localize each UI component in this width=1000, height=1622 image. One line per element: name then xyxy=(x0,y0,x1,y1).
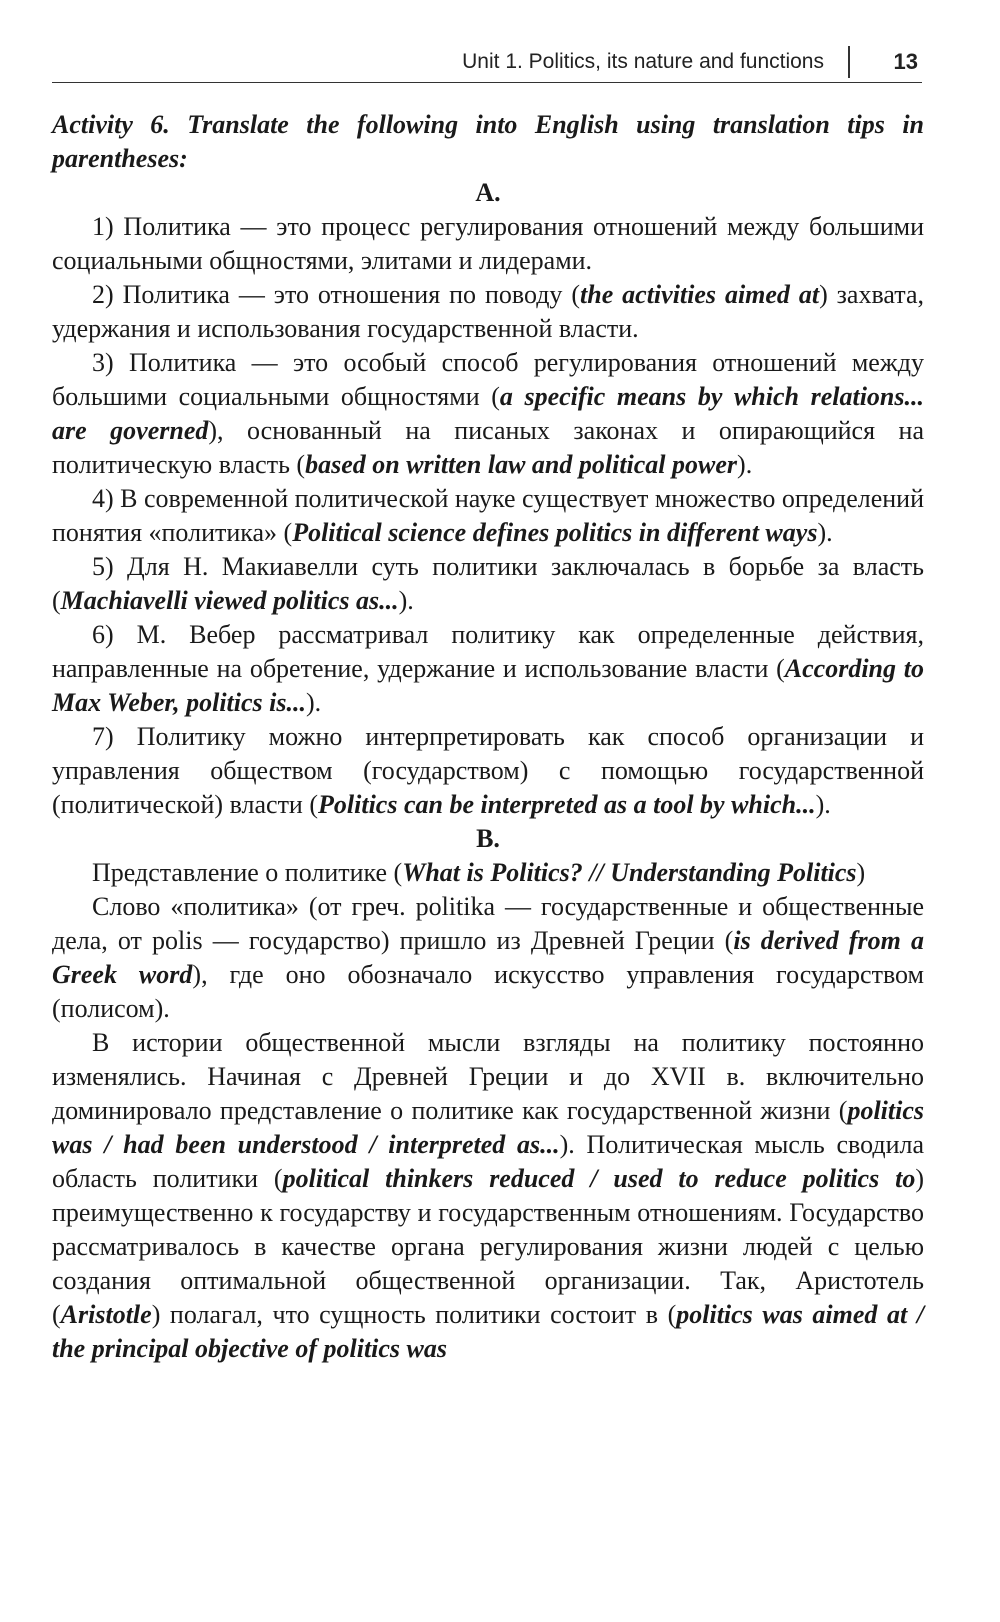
paragraph-1 xyxy=(52,890,924,1026)
item-3 xyxy=(52,346,924,482)
item-7 xyxy=(52,720,924,822)
translation-tip: What is Politics? // Understanding Politics xyxy=(402,858,857,887)
item-text: 4) В современной политической науке существует множество определений понятия «политика» ( xyxy=(52,484,924,547)
item-text: ) захвата, удержания и использования государственной власти. xyxy=(52,280,924,343)
section-a-heading: A. xyxy=(475,178,501,207)
translation-tip: Machiavelli viewed politics as... xyxy=(60,586,399,615)
item-text: ) преимущественно к государству и государственным отношениям. Государство рассматривалось в качестве органа регулирования жизни людей с целью создания оптимальной общественной организации. Так, Аристотель ( xyxy=(52,1164,924,1329)
item-text: ). Политическая мысль сводила область политики ( xyxy=(52,1130,925,1193)
item-text: ) полагал, что сущность политики состоит в ( xyxy=(151,1300,677,1329)
translation-tip: the activities aimed at xyxy=(580,280,820,309)
chapter-title: Unit 1. Politics, its nature and functions xyxy=(462,50,824,73)
item-5 xyxy=(52,550,924,618)
item-text: ). xyxy=(737,450,753,479)
translation-tip: a specific means by which relations... are governed xyxy=(52,382,924,445)
item-4 xyxy=(52,482,924,550)
translation-tip: politics was / had been understood / interpreted as... xyxy=(52,1096,924,1159)
item-text: ). xyxy=(815,790,831,819)
item-text: В истории общественной мысли взгляды на политику постоянно изменялись. Начиная с Древней Греции и до XVII в. включительно доминировало представление о политике как государственной жизни ( xyxy=(52,1028,924,1125)
paragraph-2 xyxy=(52,1026,924,1366)
translation-tip: is derived from a Greek word xyxy=(52,926,924,989)
page-number: 13 xyxy=(893,49,918,74)
item-text: ). xyxy=(817,518,833,547)
item-text: ), основанный на писаных законах и опирающийся на политическую власть ( xyxy=(52,416,925,479)
item-2 xyxy=(52,278,924,346)
section-b-heading: B. xyxy=(476,824,500,853)
translation-tip: based on written law and political power xyxy=(305,450,738,479)
item-text: ), где оно обозначало искусство управления государством (полисом). xyxy=(52,960,925,1023)
item-text: Представление о политике ( xyxy=(92,858,403,887)
item-text: 2) Политика — это отношения по поводу ( xyxy=(92,280,581,309)
translation-tip: Political science defines politics in different ways xyxy=(292,518,818,547)
activity-instruction: Activity 6. Translate the following into English using translation tips in parentheses: xyxy=(52,110,924,173)
translation-tip: politics was aimed at / the principal objective of politics was xyxy=(52,1300,924,1363)
item-text: Слово «политика» (от греч. politika — государственные и общественные дела, от polis — государство) пришло из Древней Греции ( xyxy=(52,892,924,955)
item-text: 1) Политика — это процесс регулирования отношений между большими социальными общностями, элитами и лидерами. xyxy=(52,212,924,275)
item-text: ). xyxy=(398,586,414,615)
header-separator xyxy=(848,46,850,78)
item-text: 5) Для Н. Макиавелли суть политики заключалась в борьбе за власть ( xyxy=(52,552,924,615)
item-1 xyxy=(52,210,924,278)
section-b-title xyxy=(52,856,924,890)
item-text: ) xyxy=(856,858,866,887)
item-text: 3) Политика — это особый способ регулирования отношений между большими социальными общностями ( xyxy=(52,348,924,411)
item-6 xyxy=(52,618,924,720)
item-text: 7) Политику можно интерпретировать как способ организации и управления обществом (государством) с помощью государственной (политической) власти ( xyxy=(52,722,924,819)
translation-tip: Politics can be interpreted as a tool by which... xyxy=(318,790,816,819)
translation-tip: Aristotle xyxy=(60,1300,152,1329)
item-text: 6) М. Вебер рассматривал политику как определенные действия, направленные на обретение, удержание и использование власти ( xyxy=(52,620,924,683)
page-content xyxy=(52,108,924,1366)
translation-tip: political thinkers reduced / used to reduce politics to xyxy=(282,1164,916,1193)
running-header xyxy=(52,46,922,83)
translation-tip: According to Max Weber, politics is... xyxy=(52,654,924,717)
item-text: ). xyxy=(306,688,322,717)
